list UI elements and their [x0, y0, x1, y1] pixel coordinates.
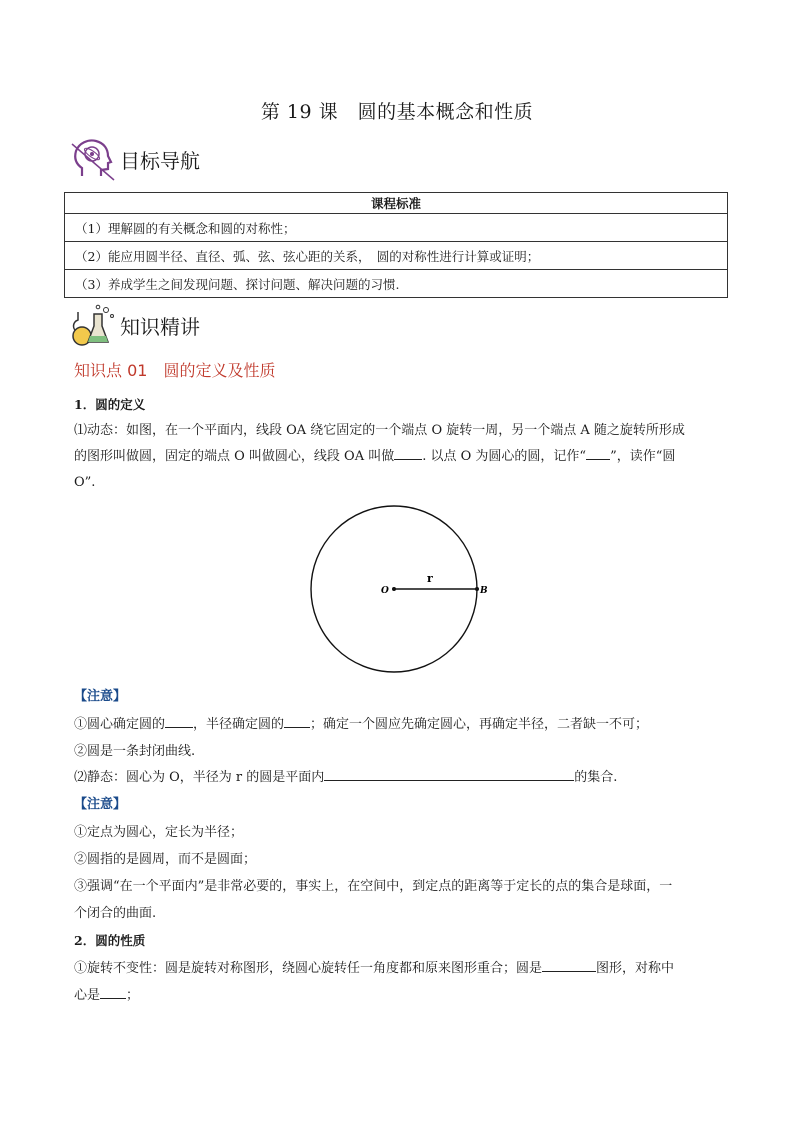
definition-static [74, 766, 617, 785]
text-span: ，半径确定圆的 [193, 717, 285, 732]
definition-heading: 1．圆的定义 [74, 397, 146, 412]
text-span: 的集合. [574, 770, 618, 785]
brain-head-icon [68, 136, 118, 182]
center-label: O [381, 586, 389, 596]
definition-dynamic [74, 418, 724, 496]
note1-line2: ②圆是一条封闭曲线. [74, 744, 196, 759]
lab-flask-icon [68, 302, 118, 348]
standards-item: （3）养成学生之间发现问题、探讨问题、解决问题的习惯. [65, 270, 728, 298]
radius-label: r [427, 572, 433, 585]
standards-item: （1）理解圆的有关概念和圆的对称性； [65, 214, 728, 242]
circle-point-b [475, 587, 479, 591]
text-span: ①旋转不变性：圆是旋转对称图形，绕圆心旋转任一角度都和原来图形重合；圆是 [74, 961, 543, 976]
text-span: 的图形叫做圆，固定的端点 O 叫做圆心，线段 OA 叫做 [74, 449, 395, 464]
center-point [392, 587, 396, 591]
text-span: ”，读作“圆 [610, 449, 676, 464]
properties-line2 [74, 984, 139, 1003]
text-span: . 以点 O 为圆心的圆，记作“ [422, 449, 587, 464]
note2-line3-cont: 个闭合的曲面. [74, 906, 157, 921]
properties-line1 [74, 957, 674, 976]
section-goals-heading [68, 136, 200, 182]
properties-heading: 2．圆的性质 [74, 933, 146, 948]
standards-table [64, 192, 728, 298]
standards-item: （2）能应用圆半径、直径、弧、弦、弦心距的关系， 圆的对称性进行计算或证明； [65, 242, 728, 270]
note-heading: 【注意】 [74, 689, 127, 704]
knowledge-point-title: 知识点 01 圆的定义及性质 [74, 361, 276, 380]
section-goals-label: 目标导航 [120, 148, 200, 173]
text-span: ；确定一个圆应先确定圆心，再确定半径，二者缺一不可； [310, 717, 649, 732]
note2-line2: ②圆指的是圆周，而不是圆面； [74, 852, 257, 867]
standards-header: 课程标准 [65, 193, 728, 214]
fill-blank [100, 984, 126, 999]
text-span: 心是 [74, 988, 101, 1003]
fill-blank [165, 713, 193, 728]
text-span: ； [126, 988, 140, 1003]
fill-blank [284, 713, 310, 728]
circle-figure [300, 500, 500, 680]
fill-blank [324, 766, 574, 781]
note2-line1: ①定点为圆心，定长为半径； [74, 825, 244, 840]
text-line: O”. [74, 475, 96, 490]
section-knowledge-label: 知识精讲 [120, 314, 200, 339]
fill-blank [394, 445, 422, 460]
point-label: B [480, 586, 488, 596]
text-line: ⑴动态：如图，在一个平面内，线段 OA 绕它固定的一个端点 O 旋转一周，另一个端点 A 随之旋转所形成 [74, 423, 685, 438]
fill-blank [586, 445, 610, 460]
text-span: ①圆心确定圆的 [74, 717, 166, 732]
text-line [74, 444, 724, 470]
note-heading: 【注意】 [74, 797, 127, 812]
note2-line3: ③强调“在一个平面内”是非常必要的，事实上，在空间中，到定点的距离等于定长的点的集合是球面，一 [74, 879, 673, 894]
page-title: 第 19 课 圆的基本概念和性质 [260, 101, 534, 123]
note1-line1 [74, 713, 648, 732]
section-knowledge-heading [68, 302, 200, 348]
fill-blank [542, 957, 596, 972]
text-span: 图形，对称中 [596, 961, 675, 976]
text-span: ⑵静态：圆心为 O，半径为 r 的圆是平面内 [74, 770, 325, 785]
